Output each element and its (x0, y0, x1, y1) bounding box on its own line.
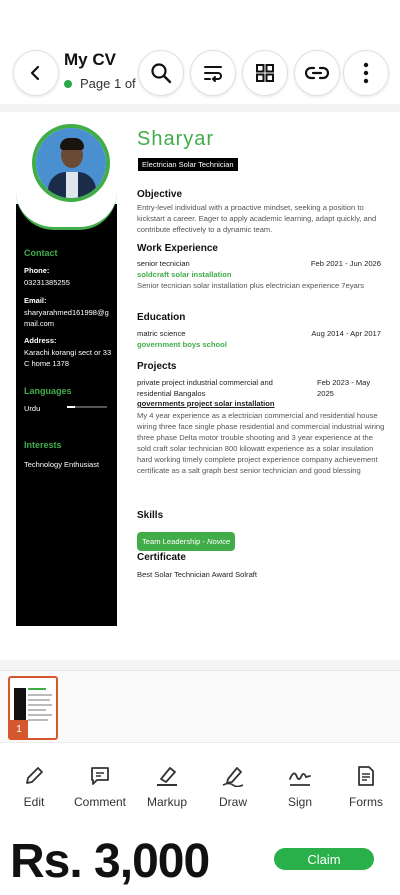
job-dates: Feb 2021 - Jun 2026 (310, 259, 381, 268)
page-info-text: Page 1 of (80, 76, 136, 91)
highlighter-icon (155, 765, 179, 787)
pencil-icon (23, 765, 45, 787)
price-text: Rs. 3,000 (10, 835, 210, 888)
more-options-button[interactable] (343, 50, 389, 96)
edit-label: Edit (23, 795, 45, 809)
projects-heading: Projects (137, 361, 177, 372)
back-button[interactable] (13, 50, 59, 96)
address-label: Address: (24, 336, 57, 345)
project-org: governments project solar installation (137, 399, 275, 408)
skills-heading: Skills (137, 510, 164, 521)
edit-tool[interactable] (1, 765, 67, 809)
interest-value: Technology Enthusiast (24, 460, 100, 469)
promo-bar (0, 822, 400, 895)
link-icon (305, 65, 329, 81)
chevron-left-icon (27, 64, 45, 82)
email-label: Email: (24, 296, 47, 305)
claim-button[interactable]: Claim (274, 848, 374, 870)
education-dates: Aug 2014 - Apr 2017 (311, 329, 381, 338)
draw-pen-icon (221, 765, 245, 787)
job-description: Senior tecnician solar installation plus electrician experience 7eyars (137, 281, 365, 290)
status-dot (64, 80, 72, 88)
search-icon (150, 62, 172, 84)
forms-label: Forms (349, 795, 383, 809)
languages-heading: Languages (24, 386, 72, 396)
objective-heading: Objective (137, 189, 183, 200)
top-bar (0, 0, 400, 104)
grid-view-button[interactable] (242, 50, 288, 96)
phone-label: Phone: (24, 266, 50, 275)
draw-tool[interactable] (200, 765, 266, 809)
email-value: sharyarahmed161998@gmail.com (24, 308, 109, 328)
address-value: Karachi korangi sect or 33C home 1378 (24, 348, 112, 368)
sign-label: Sign (287, 795, 313, 809)
page-number-badge: 1 (10, 720, 28, 738)
document-viewer[interactable] (0, 104, 400, 670)
profile-photo (32, 124, 110, 202)
bottom-toolbar (0, 742, 400, 822)
skill-level: Novice (207, 537, 231, 546)
text-wrap-icon (202, 62, 224, 84)
certificate-heading: Certificate (137, 552, 186, 563)
page-thumbnail-strip (0, 670, 400, 742)
interests-heading: Interests (24, 440, 62, 450)
resume-sidebar (16, 204, 117, 626)
comment-label: Comment (73, 795, 126, 809)
project-title: private project industrial commercial and residential Bangalos (137, 378, 273, 398)
document-title: My CV (64, 50, 116, 69)
page-indicator (64, 76, 136, 91)
education-heading: Education (137, 312, 186, 323)
title-block (64, 50, 136, 91)
resume-page (0, 112, 400, 660)
draw-label: Draw (218, 795, 247, 809)
contact-heading: Contact (24, 248, 58, 258)
education-degree: matric science (137, 329, 186, 338)
page-thumbnail[interactable] (8, 676, 58, 740)
form-document-icon (356, 765, 376, 787)
markup-label: Markup (146, 795, 187, 809)
comment-tool[interactable] (67, 765, 133, 809)
sign-tool[interactable] (267, 765, 333, 809)
resume-name: Sharyar (137, 128, 215, 150)
skill-separator: - (200, 537, 208, 546)
reflow-button[interactable] (190, 50, 236, 96)
search-button[interactable] (138, 50, 184, 96)
comment-icon (89, 765, 111, 787)
project-description: My 4 year experience as a electrician commercial and residential house wiring three face single phase residential and commercial industrial wiring three phase Delta motor trouble shooting and 3 year experience at the sold craft solar technician 800 kilowatt experience as a solar insulation hard working timely complete project experience company achievement certificate as a salt graph best senior technician and good blessing (137, 411, 385, 475)
education-school: government boys school (137, 340, 227, 349)
phone-value: 03231385255 (24, 278, 70, 287)
forms-tool[interactable] (333, 765, 399, 809)
skill-badge (137, 532, 235, 551)
resume-role: Electrician Solar Technician (138, 158, 238, 171)
certificate-text: Best Solar Technician Award Solraft (137, 570, 258, 579)
objective-text: Entry-level individual with a proactive mindset, seeking a position to kickstart a career. Eager to apply academic learning, adapt quickly, and contribute effectively to a dynamic team. (137, 203, 377, 234)
experience-heading: Work Experience (137, 243, 218, 254)
project-dates: Feb 2023 - May 2025 (317, 378, 371, 398)
skill-name: Team Leadership (142, 537, 201, 546)
language-value: Urdu (24, 404, 41, 413)
job-company: soldcraft solar installation (137, 270, 232, 279)
signature-icon (288, 765, 312, 787)
link-button[interactable] (294, 50, 340, 96)
job-title: senior tecnician (137, 259, 190, 268)
markup-tool[interactable] (134, 765, 200, 809)
more-vertical-icon (363, 62, 369, 84)
language-level-bar (67, 406, 107, 408)
grid-icon (255, 63, 275, 83)
